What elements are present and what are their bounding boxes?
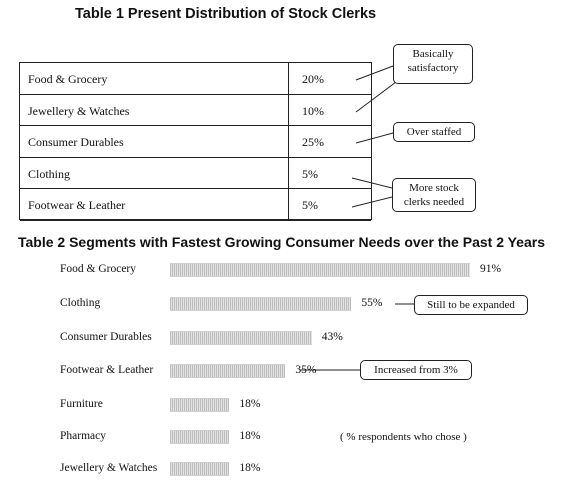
bar xyxy=(170,398,229,412)
bar-value-label: 43% xyxy=(321,331,343,343)
bar-category-label: Clothing xyxy=(60,297,101,309)
bar-value-label: 18% xyxy=(239,430,261,442)
row-value: 10% xyxy=(302,103,324,118)
bar-category-label: Pharmacy xyxy=(60,430,106,442)
bar-category-label: Food & Grocery xyxy=(60,263,137,275)
bar xyxy=(170,462,229,476)
row-label: Consumer Durables xyxy=(28,135,124,150)
table2-title: Table 2 Segments with Fastest Growing Consumer Needs over the Past 2 Years xyxy=(18,234,545,250)
chart-note: ( % respondents who chose ) xyxy=(340,431,467,443)
bar-value-label: 18% xyxy=(239,462,261,474)
row-value: 5% xyxy=(302,166,318,181)
bar xyxy=(170,430,229,444)
bar xyxy=(170,263,470,277)
bar-category-label: Footwear & Leather xyxy=(60,364,154,376)
row-value: 25% xyxy=(302,135,324,150)
bar xyxy=(170,297,351,311)
callout-more-stock-clerks: More stock clerks needed xyxy=(392,178,476,212)
bar xyxy=(170,364,285,378)
row-label: Food & Grocery xyxy=(28,72,108,86)
bar-value-label: 35% xyxy=(295,364,317,376)
bar-value-label: 55% xyxy=(361,297,383,309)
bar-value-label: 91% xyxy=(480,263,502,275)
callout-increased-from-3: Increased from 3% xyxy=(360,360,472,380)
callout-over-staffed: Over staffed xyxy=(393,122,475,142)
bar-category-label: Furniture xyxy=(60,398,103,410)
bar-category-label: Consumer Durables xyxy=(60,331,152,343)
row-label: Clothing xyxy=(28,166,71,181)
bar xyxy=(170,331,312,345)
callout-basically-satisfactory: Basically satisfactory xyxy=(393,44,473,84)
row-value: 5% xyxy=(302,198,318,213)
bar-value-label: 18% xyxy=(239,398,261,410)
bar-category-label: Jewellery & Watches xyxy=(60,462,158,474)
callout-still-to-be-expanded: Still to be expanded xyxy=(414,295,528,315)
row-label: Footwear & Leather xyxy=(28,198,126,213)
row-value: 20% xyxy=(302,72,324,86)
row-label: Jewellery & Watches xyxy=(28,103,130,118)
table1-title: Table 1 Present Distribution of Stock Clerks xyxy=(75,6,377,22)
